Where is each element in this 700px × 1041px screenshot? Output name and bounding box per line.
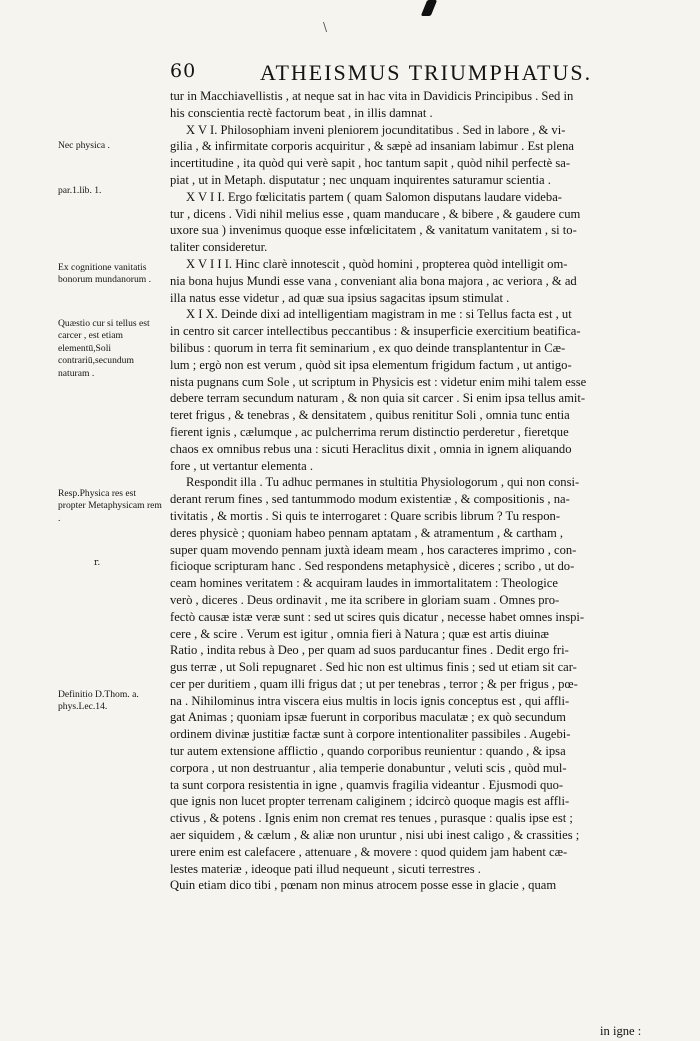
text-line: ficioque scripturam hanc . Sed respondens metaphysicè , diceres ; scribo , ut do-	[170, 559, 575, 574]
text-line: tur in Macchiavellistis , at neque sat in hac vita in Davidicis Principibus . Sed in	[170, 89, 574, 103]
text-line: ceam homines veritatem : & acquiram laudes in immortalitatem : Theologice	[170, 576, 558, 591]
text-line: X I X. Deinde dixi ad intelligentiam magistram in me : si Tellus facta est , ut	[186, 307, 572, 322]
text-line: taliter consideretur.	[170, 240, 268, 255]
margin-note: Resp.Physica res est propter Metaphysicam rem .	[58, 488, 162, 524]
text-line: teret frigus , & tenebras , & densitatem , quibus renititur Soli , omnia tunc entia	[170, 408, 570, 423]
text-line: gat Animas ; quoniam ipsæ fuerunt in corporibus maculatæ ; ex quò secundum	[170, 710, 566, 725]
text-line: ctivus , & potens . Ignis enim non cremat res tenues , purasque : qualis ipse est ;	[170, 811, 573, 826]
text-line: tur , dicens . Vidi nihil melius esse , quam manducare , & bibere , & gaudere cum	[170, 206, 581, 221]
text-line: fore , ut vertantur elementa .	[170, 458, 314, 473]
text-line: lestes materiæ , ideoque pati illud nequeunt , sicuti terrestres .	[170, 861, 481, 876]
text-line: X V I I. Ergo fœlicitatis partem ( quam Salomon disputans laudare videba-	[186, 189, 562, 204]
text-line: lum ; ergò non est verum , quòd sit ipsa elementum frigidum factum , ut antigo-	[170, 357, 572, 372]
text-line: deres physicè ; quoniam habeo pennam aptatam , & atramentum , & cartham ,	[170, 525, 564, 540]
text-line: fierent ignis , cælumque , ac pulcherrima rerum distinctio perderetur , fieretque	[170, 424, 569, 439]
text-line: corpora , ut non destruantur , alia temperie donabuntur , veluti scis , quòd mul-	[170, 760, 567, 775]
text-line: uxore sua ) invenimus quoque esse infœlicitatem , & vanitatum vanitatem , si to-	[170, 223, 577, 238]
page-number: 60	[170, 60, 197, 82]
text-line: fectò causæ istæ veræ sunt : sed ut scires quis dicatur , necesse habet omnes inspi-	[170, 609, 585, 624]
text-line: his conscientia rectè factorum beat , in illis damnat .	[170, 105, 433, 120]
text-line: urere enim est calefacere , attenuare , & movere : quod quidem jam habent cæ-	[170, 844, 568, 859]
text-line: Quin etiam dico tibi , pœnam non minus atrocem posse esse in glacie , quam	[170, 878, 557, 893]
page-header	[170, 60, 650, 90]
catchword: in igne :	[600, 1024, 642, 1038]
body-text	[170, 88, 680, 894]
text-line: Ratio , indita rebus à Deo , per quam ad suos parducantur fines . Dedit ergo fri-	[170, 643, 569, 658]
text-line: X V I I I. Hinc clarè innotescit , quòd homini , propterea quòd intelligit om-	[186, 256, 568, 271]
text-line: cer per duritiem , quam illi frigus dat ; ut per tenebras , terror ; & per frigus , pœ-	[170, 676, 578, 691]
text-line: tivitatis , & mortis . Si quis te interrogaret : Quare scribis librum ? Tu respon-	[170, 508, 561, 523]
text-line: gilia , & infirmitate corporis acquiritur , & sæpè ad insaniam labimur . Est plena	[170, 139, 574, 154]
margin-note: par.1.lib. 1.	[58, 185, 102, 196]
text-line: derant rerum fines , sed tantummodo modum existentiæ , & compositionis , na-	[170, 492, 570, 507]
text-line: Respondit illa . Tu adhuc permanes in stultitia Physiologorum , qui non consi-	[186, 475, 580, 490]
text-line: ta sunt corpora resistentia in igne , quamvis fragilia videantur . Ejusmodi quo-	[170, 777, 564, 792]
text-line: illa natus esse videtur , ad quæ sua ipsius sagacitas ipsum stimulat .	[170, 290, 510, 305]
margin-note: Quæstio cur si tellus est carcer , est etiam elementū,Soli contrariū,secundum naturam .	[58, 318, 150, 379]
text-line: gus terræ , ut Soli repugnaret . Sed hic non est ultimus finis ; sed ut etiam sit car-	[170, 660, 577, 675]
text-line: piat , ut in Metaph. disputatur ; nec unquam inquirentes saturamur scientia .	[170, 172, 551, 187]
text-line: in centro sit carcer intellectibus peccantibus : & insuperficie exercitium beatifica-	[170, 324, 581, 339]
stray-mark: r.	[94, 558, 101, 568]
margin-note: Ex cognitione vanitatis bonorum mundanorum .	[58, 262, 151, 286]
margin-note: Nec physica .	[58, 140, 110, 151]
text-line: super quam movendo pennam juxtà ideam meam , hos caracteres imprimo , con-	[170, 542, 577, 557]
text-line: na . Nihilominus intra viscera eius multis in locis ignis conceptus est , qui affli-	[170, 693, 570, 708]
text-line: incertitudine , ita quòd qui verè sapit , hoc tantum sapit , quòd nihil perfectè sa-	[170, 156, 571, 171]
text-line: nista pugnans cum Sole , ut scriptum in Physicis est : videtur enim mihi talem esse	[170, 374, 587, 389]
text-line: aer siquidem , & cælum , & aliæ non uruntur , nisi ubi inest caligo , & crassities ;	[170, 828, 580, 843]
text-line: verò , diceres . Deus ordinavit , me ita scribere in gloriam suam . Omnes pro-	[170, 592, 560, 607]
margin-note: Definitio D.Thom. a. phys.Lec.14.	[58, 689, 139, 713]
text-line: cere , & scire . Verum est igitur , omnia fieri à Natura ; quæ est artis diuinæ	[170, 626, 549, 641]
text-line: chaos ex omnibus rebus una : sicuti Heraclitus dixit , omnia in ignem aliquando	[170, 441, 572, 456]
text-line: ordinem divinæ justitiæ factæ sunt à corpore intentionaliter passibiles . Augebi-	[170, 727, 571, 742]
running-head: ATHEISMUS TRIUMPHATUS.	[260, 60, 593, 85]
text-line: bilibus : quorum in terra fit seminarium , ex quo deinde transplantentur in Cæ-	[170, 340, 566, 355]
text-line: tur autem extensione afflictio , quando corporibus reunientur : quando , & ipsa	[170, 744, 566, 759]
ink-blot-icon	[421, 0, 437, 16]
text-line: X V I. Philosophiam inveni pleniorem jocunditatibus . Sed in labore , & vi-	[186, 122, 566, 137]
stray-tick: \	[323, 20, 328, 34]
text-line: nia bona hujus Mundi esse vana , conveniant alia bona majora , ac veriora , & ad	[170, 273, 577, 288]
text-line: que ignis non lucet propter terrenam caliginem ; idcircò quoque magis est affli-	[170, 794, 570, 809]
text-line: debere terram secundum naturam , & non quia sit carcer . Si enim ipsa tellus amit-	[170, 391, 586, 406]
